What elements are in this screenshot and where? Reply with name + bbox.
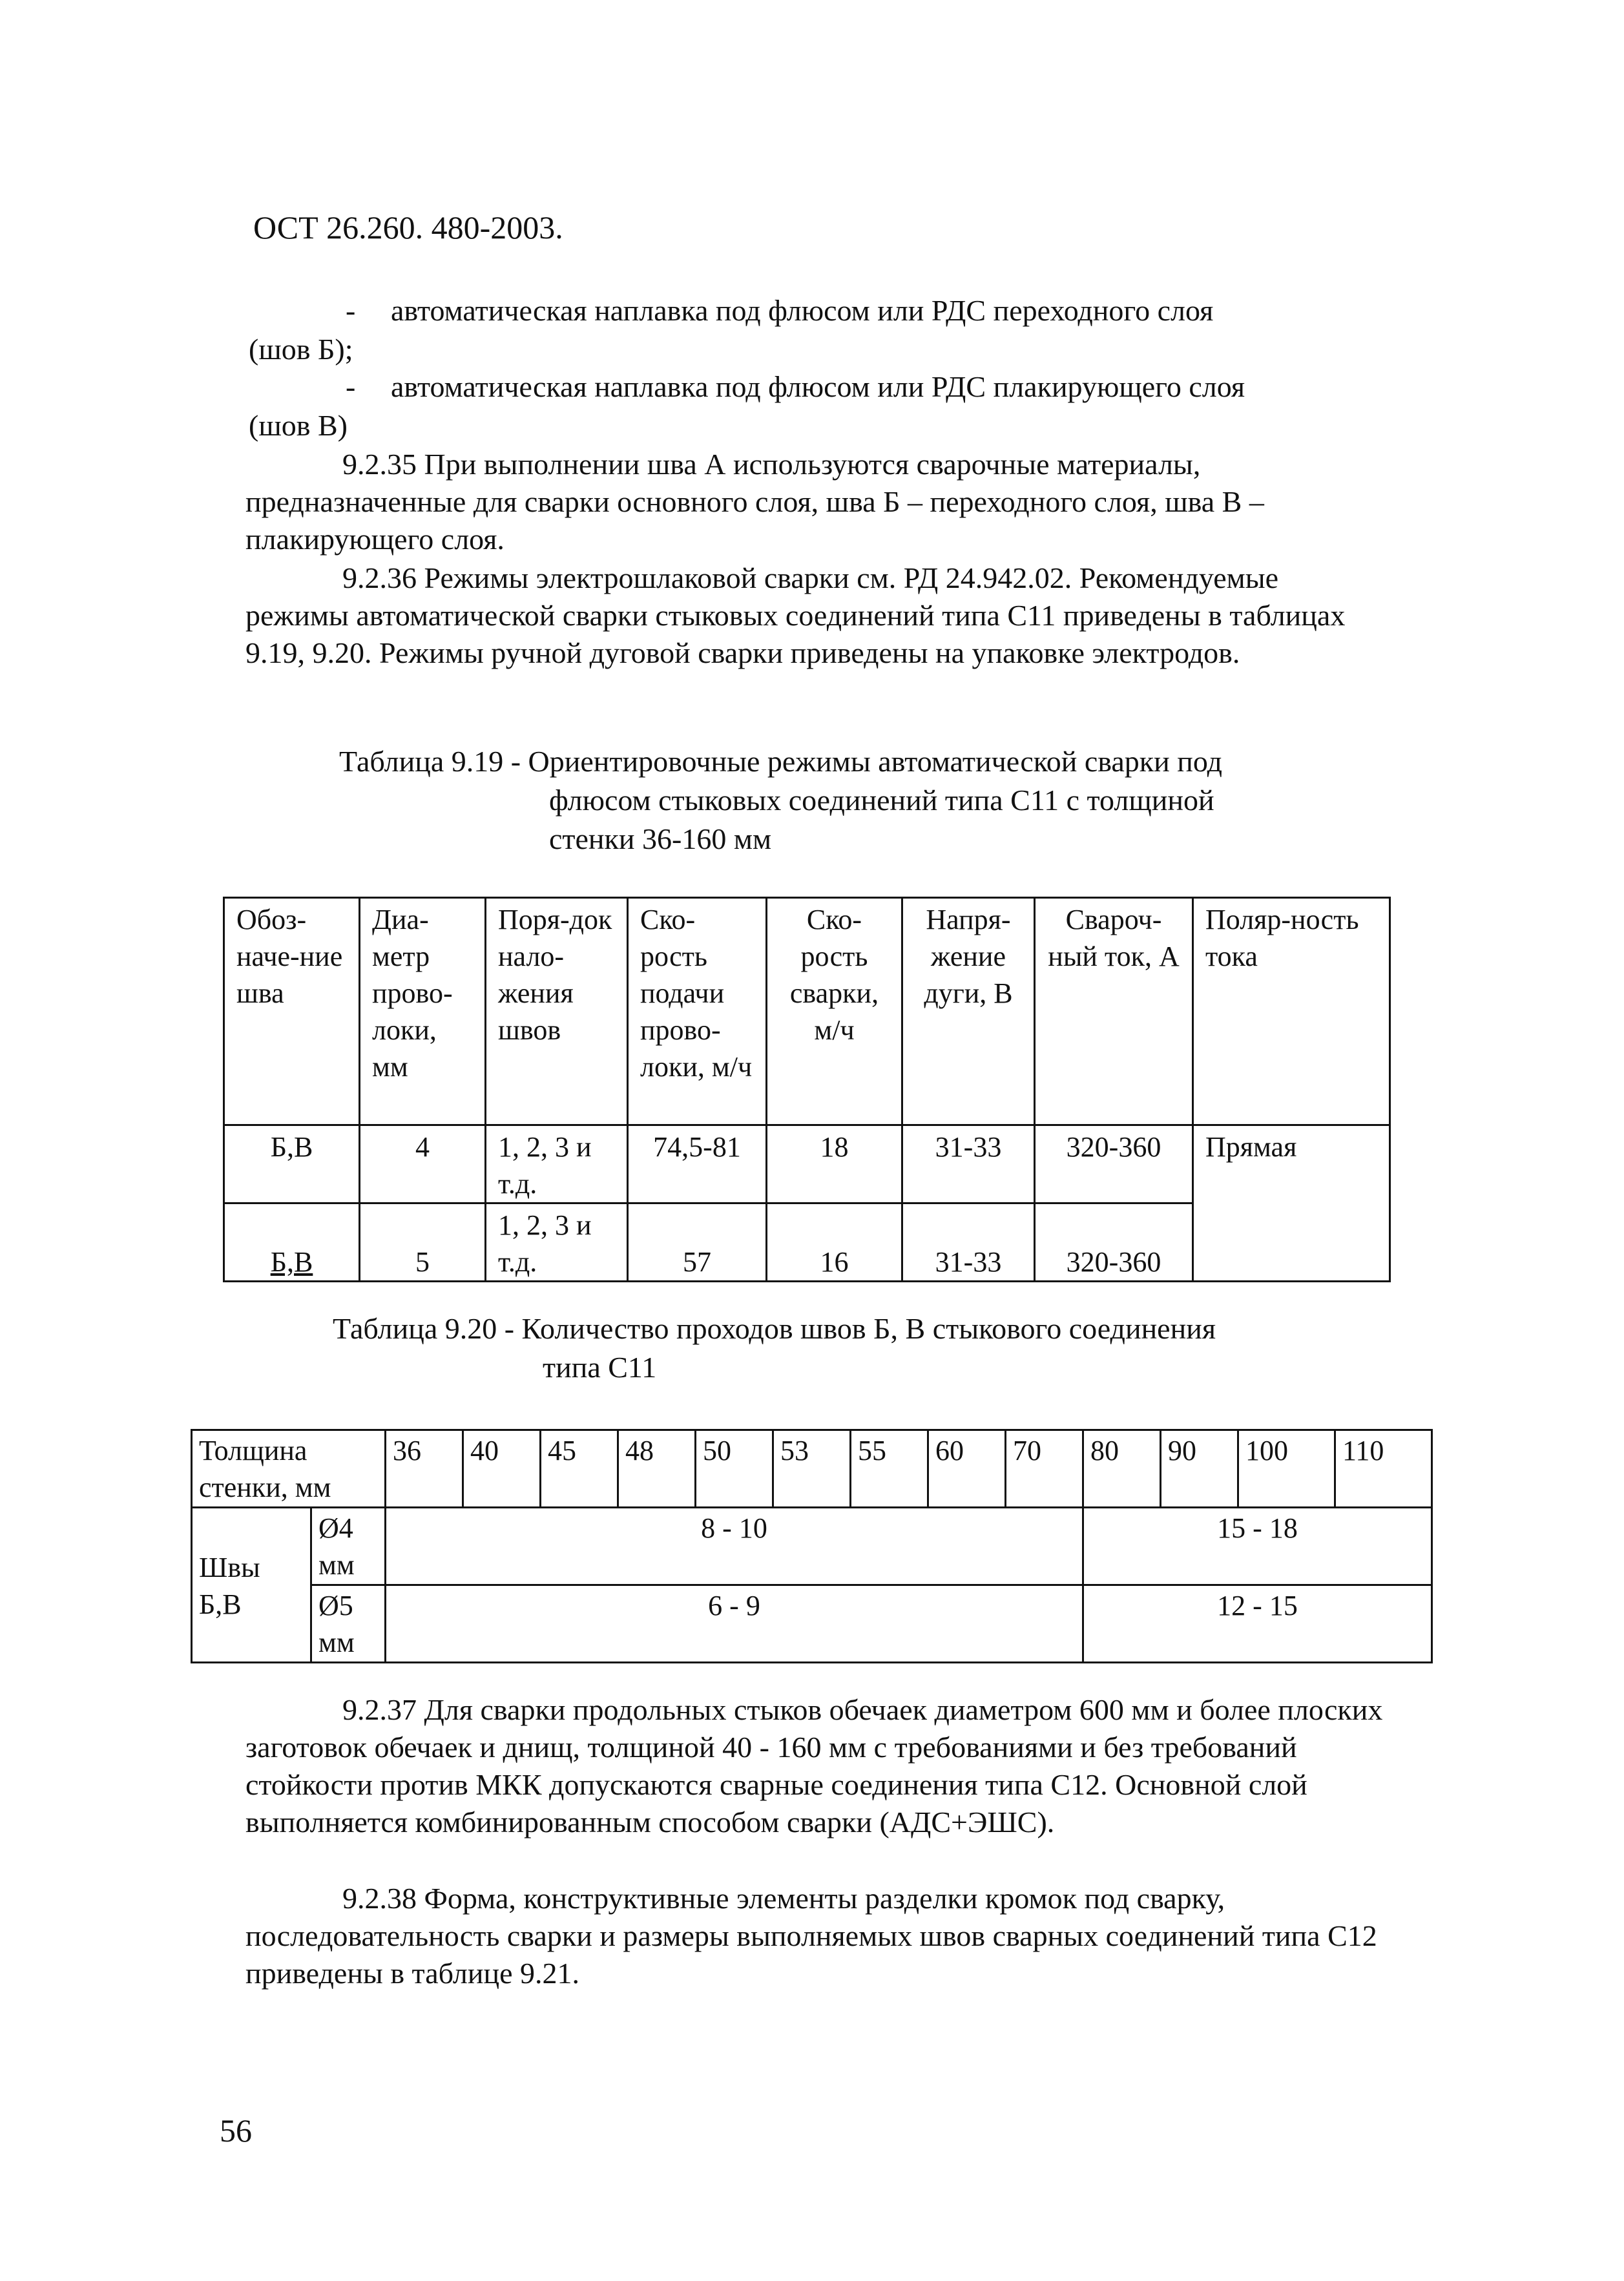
thickness-value: 90 — [1161, 1430, 1238, 1508]
table-cell: 320-360 — [1035, 1125, 1193, 1203]
table-cell: 31-33 — [902, 1125, 1035, 1203]
document-header: ОСТ 26.260. 480-2003. — [253, 209, 563, 245]
table-9-19 — [223, 897, 1391, 1282]
thickness-value: 80 — [1083, 1430, 1161, 1508]
thickness-value: 48 — [618, 1430, 696, 1508]
passes-cell: 12 - 15 — [1083, 1585, 1432, 1663]
list-item-text: автоматическая наплавка под флюсом или РДС переходного слоя — [391, 294, 1214, 327]
table-9-20 — [191, 1429, 1433, 1663]
table-cell: 1, 2, 3 и т.д. — [486, 1125, 628, 1203]
table-header-row — [224, 898, 1390, 1125]
table-cell: 1, 2, 3 и т.д. — [486, 1203, 628, 1282]
table-header-cell: Поляр-ность тока — [1193, 898, 1390, 1125]
page-number: 56 — [220, 2112, 252, 2149]
table-header-cell: Свароч-ный ток, А — [1035, 898, 1193, 1125]
table-header-cell: Напря-жение дуги, В — [902, 898, 1035, 1125]
passes-cell: 15 - 18 — [1083, 1508, 1432, 1585]
thickness-value: 36 — [386, 1430, 463, 1508]
table-header-cell: Ско-рость сварки, м/ч — [767, 898, 902, 1125]
table-header-cell: Ско-рость подачи прово-локи, м/ч — [628, 898, 767, 1125]
table-row — [192, 1585, 1432, 1663]
table-cell: 5 — [360, 1203, 486, 1282]
table-cell: 31-33 — [902, 1203, 1035, 1282]
thickness-value: 100 — [1238, 1430, 1335, 1508]
thickness-value: 70 — [1006, 1430, 1083, 1508]
passes-cell: 8 - 10 — [386, 1508, 1083, 1585]
paragraph-9-2-37: 9.2.37 Для сварки продольных стыков обечаек диаметром 600 мм и более плоских заготовок обечаек и днищ, толщиной 40 - 160 мм с требованиями и без требований стойкости против МКК допускаются сварные соединения типа С12. Основной слой выполняется комбинированным способом сварки (АДС+ЭШС). — [245, 1693, 1383, 1838]
thickness-value: 55 — [851, 1430, 928, 1508]
diameter-cell: Ø5 мм — [311, 1585, 386, 1663]
table-header-cell: Поря-док нало-жения швов — [486, 898, 628, 1125]
table-cell: 57 — [628, 1203, 767, 1282]
table-cell: Б,В — [224, 1125, 360, 1203]
table-cell: 4 — [360, 1125, 486, 1203]
diameter-cell: Ø4 мм — [311, 1508, 386, 1585]
table-cell: 74,5-81 — [628, 1125, 767, 1203]
thickness-value: 50 — [696, 1430, 773, 1508]
table-header-cell: Обоз-наче-ние шва — [224, 898, 360, 1125]
paragraph-9-2-38: 9.2.38 Форма, конструктивные элементы разделки кромок под сварку, последовательность сварки и размеры выполняемых швов сварных соединений типа С12 приведены в таблице 9.21. — [245, 1882, 1377, 1990]
paragraph-9-2-35: 9.2.35 При выполнении шва А используются сварочные материалы, предназначенные для сварки основного слоя, шва Б – переходного слоя, шва В – плакирующего слоя. — [245, 448, 1264, 556]
thickness-value: 45 — [541, 1430, 618, 1508]
thickness-value: 110 — [1335, 1430, 1432, 1508]
table-header-cell: Диа-метр прово-локи, мм — [360, 898, 486, 1125]
list-item-continuation: (шов В) — [249, 409, 348, 442]
list-item-continuation: (шов Б); — [249, 333, 353, 366]
list-dash: - — [346, 294, 356, 327]
list-item-text: автоматическая наплавка под флюсом или РДС плакирующего слоя — [391, 370, 1245, 403]
list-dash: - — [346, 370, 356, 403]
thickness-label: Толщина стенки, мм — [192, 1430, 386, 1508]
table-cell: 18 — [767, 1125, 902, 1203]
thickness-value: 40 — [463, 1430, 541, 1508]
thickness-value: 60 — [928, 1430, 1006, 1508]
seams-label: Швы Б,В — [192, 1508, 311, 1663]
table-cell: 16 — [767, 1203, 902, 1282]
passes-cell: 6 - 9 — [386, 1585, 1083, 1663]
polarity-cell: Прямая — [1193, 1125, 1390, 1282]
table-header-row — [192, 1430, 1432, 1508]
table-row — [224, 1125, 1390, 1203]
table-row — [192, 1508, 1432, 1585]
table-cell: 320-360 — [1035, 1203, 1193, 1282]
paragraph-9-2-36: 9.2.36 Режимы электрошлаковой сварки см. РД 24.942.02. Рекомендуемые режимы автоматической сварки стыковых соединений типа С11 приведены в таблицах 9.19, 9.20. Режимы ручной дуговой сварки приведены на упаковке электродов. — [245, 561, 1346, 669]
table-cell: Б,В — [224, 1203, 360, 1282]
thickness-value: 53 — [773, 1430, 851, 1508]
